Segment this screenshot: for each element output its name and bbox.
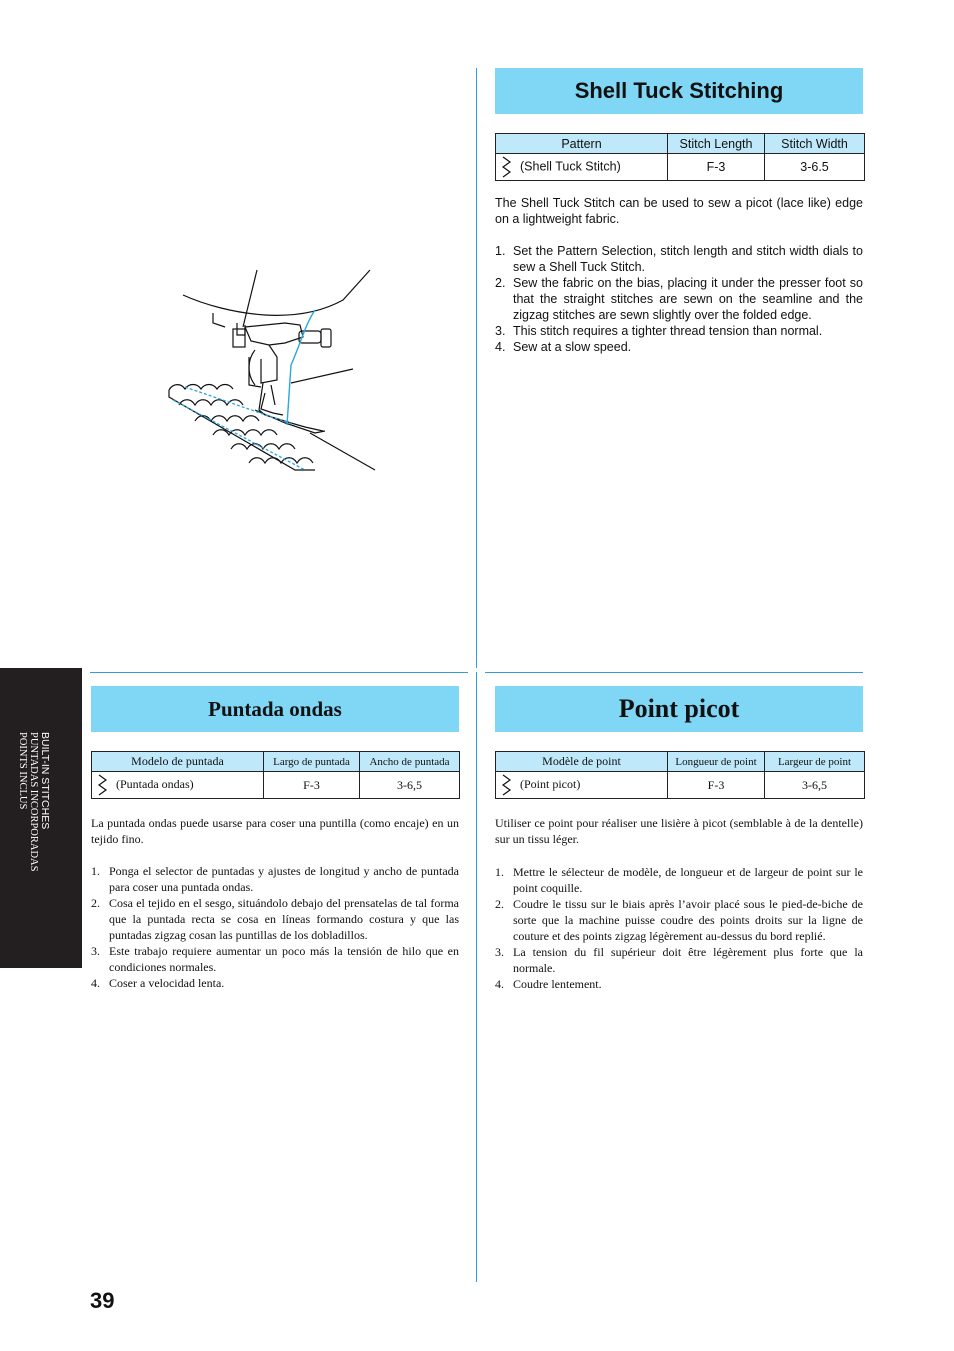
table-header-width: Ancho de puntada (360, 752, 460, 772)
pattern-name: (Puntada ondas) (116, 776, 194, 791)
table-cell-width: 3-6.5 (765, 154, 865, 181)
column-divider-lower (476, 672, 477, 1282)
table-cell-length: F-3 (264, 772, 360, 799)
side-tab-text (17, 732, 50, 871)
table-header-length: Stitch Length (668, 134, 765, 154)
side-tab-line-1: BUILT-IN STITCHES (39, 732, 51, 830)
table-cell-pattern (496, 772, 668, 799)
presser-foot-sewing-illustration (165, 265, 380, 475)
spanish-steps (91, 863, 459, 991)
spanish-title-text: Puntada ondas (208, 696, 342, 721)
spanish-stitch-table (91, 751, 460, 799)
shell-tuck-stitch-icon (96, 774, 108, 796)
english-steps (495, 243, 863, 355)
side-tab-line-2: PUNTADAS INCORPORADAS (28, 732, 39, 872)
table-cell-pattern (92, 772, 264, 799)
side-tab-line-3: POINTS INCLUS (17, 732, 28, 810)
step-item: 4. Coser a velocidad lenta. (91, 976, 225, 990)
step-item: 3. Este trabajo requiere aumentar un poco más la tensión de hilo que en condiciones normales. (91, 944, 459, 974)
shell-tuck-stitch-icon (500, 774, 512, 796)
table-header-pattern: Pattern (496, 134, 668, 154)
step-item: 1. Mettre le sélecteur de modèle, de longueur et de largeur de point sur le point coquille. (495, 865, 863, 895)
table-header-pattern: Modelo de puntada (92, 752, 264, 772)
table-cell-width: 3-6,5 (765, 772, 865, 799)
step-item: 3. La tension du fil supérieur doit être légèrement plus forte que la normale. (495, 945, 863, 975)
page-number: 39 (90, 1288, 115, 1313)
step-item: 1. Set the Pattern Selection, stitch length and stitch width dials to sew a Shell Tuck Stitch. (495, 244, 863, 274)
pattern-name: (Shell Tuck Stitch) (520, 159, 621, 174)
english-stitch-table (495, 133, 865, 181)
table-cell-length: F-3 (668, 772, 765, 799)
step-item: 2. Coudre le tissu sur le biais après l’avoir placé sous le pied-de-biche de sorte que la machine puisse coudre des points droits sur la ligne de couture et des points zigzag légèrement au-dessus du bord replié. (495, 897, 863, 943)
french-title-text: Point picot (618, 694, 740, 723)
section-rule-left (90, 672, 468, 673)
step-item: 4. Coudre lentement. (495, 977, 602, 991)
section-rule-right (485, 672, 863, 673)
english-title-text: Shell Tuck Stitching (574, 78, 784, 103)
shell-tuck-stitch-icon (500, 156, 512, 178)
spanish-section-title (91, 686, 459, 732)
french-section-title (495, 686, 863, 732)
french-stitch-table (495, 751, 865, 799)
step-item: 4. Sew at a slow speed. (495, 340, 632, 354)
table-header-width: Largeur de point (765, 752, 865, 772)
french-intro: Utiliser ce point pour réaliser une lisière à picot (semblable à de la dentelle) sur un tissu léger. (495, 816, 863, 846)
step-item: 1. Ponga el selector de puntadas y ajustes de longitud y ancho de puntada para coser una puntada ondas. (91, 864, 459, 894)
english-section-title (495, 68, 863, 114)
table-cell-length: F-3 (668, 154, 765, 181)
table-cell-pattern (496, 154, 668, 181)
spanish-intro: La puntada ondas puede usarse para coser una puntilla (como encaje) en un tejido fino. (91, 816, 459, 846)
table-header-length: Longueur de point (668, 752, 765, 772)
chapter-side-tab (0, 668, 82, 968)
pattern-name: (Point picot) (520, 776, 581, 791)
table-header-pattern: Modèle de point (496, 752, 668, 772)
french-steps (495, 864, 863, 992)
column-divider (476, 68, 477, 668)
step-item: 2. Sew the fabric on the bias, placing it under the presser foot so that the straight stitches are sewn on the seamline and the zigzag stitches are sewn slightly over the folded edge. (495, 276, 863, 322)
table-cell-width: 3-6,5 (360, 772, 460, 799)
table-header-length: Largo de puntada (264, 752, 360, 772)
step-item: 2. Cosa el tejido en el sesgo, situándolo debajo del prensatelas de tal forma que la puntada recta se cosa en líneas formando costura y que las puntadas zigzag cosan las puntillas de los dobladillos. (91, 896, 459, 942)
table-header-width: Stitch Width (765, 134, 865, 154)
english-intro: The Shell Tuck Stitch can be used to sew a picot (lace like) edge on a lightweight fabric. (495, 196, 863, 226)
step-item: 3. This stitch requires a tighter thread tension than normal. (495, 324, 823, 338)
